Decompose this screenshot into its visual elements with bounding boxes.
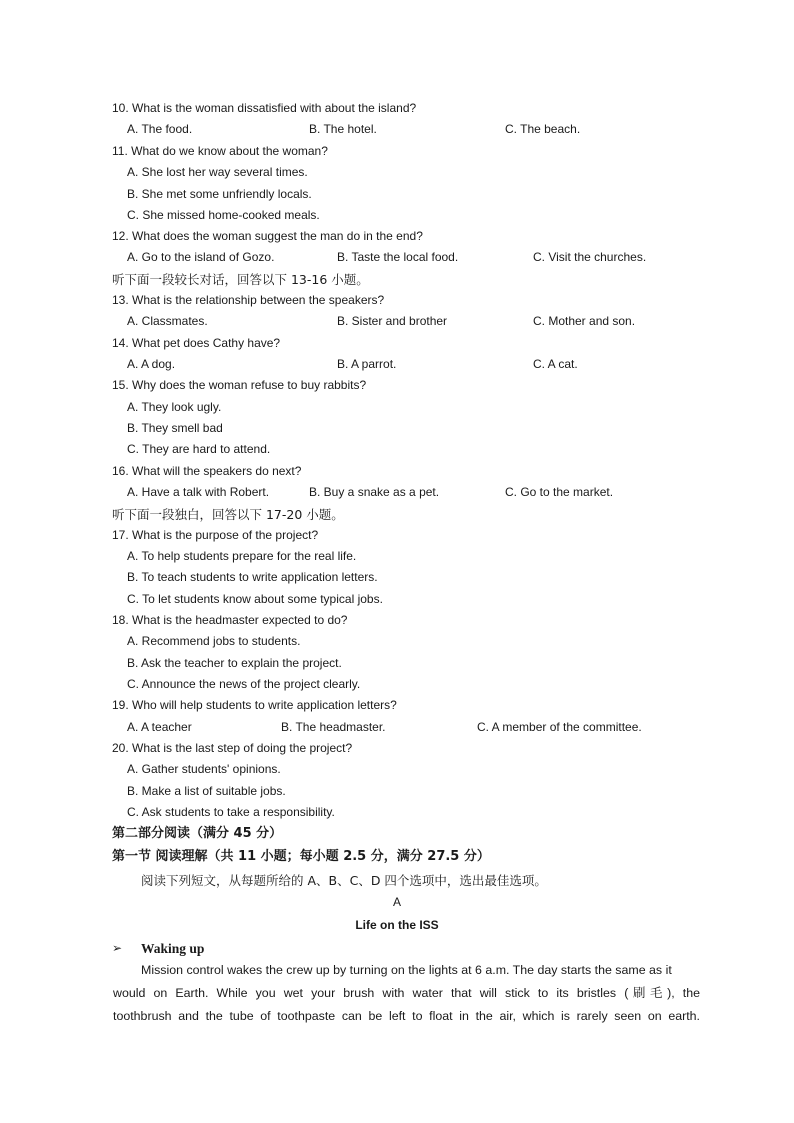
question-18: 18. What is the headmaster expected to do? xyxy=(112,613,348,627)
q18-option-c: C. Announce the news of the project clearly. xyxy=(127,677,361,691)
question-20: 20. What is the last step of doing the project? xyxy=(112,741,353,755)
q17-option-b: B. To teach students to write application letters. xyxy=(127,570,378,584)
q10-option-c: C. The beach. xyxy=(505,122,581,136)
q16-option-b: B. Buy a snake as a pet. xyxy=(309,485,440,499)
q15-option-b: B. They smell bad xyxy=(127,421,223,435)
q16-option-c: C. Go to the market. xyxy=(505,485,614,499)
q17-option-c: C. To let students know about some typical jobs. xyxy=(127,592,383,606)
q13-option-b: B. Sister and brother xyxy=(337,314,448,328)
q13-option-a: A. Classmates. xyxy=(127,314,208,328)
reading-direction: 阅读下列短文，从每题所给的 A、B、C、D 四个选项中，选出最佳选项。 xyxy=(141,873,547,888)
q11-option-c: C. She missed home-cooked meals. xyxy=(127,208,320,222)
q20-option-b: B. Make a list of suitable jobs. xyxy=(127,784,286,798)
bullet-arrow-icon: ➢ xyxy=(112,941,123,955)
q18-option-a: A. Recommend jobs to students. xyxy=(127,634,301,648)
question-19: 19. Who will help students to write application letters? xyxy=(112,698,397,712)
q11-option-b: B. She met some unfriendly locals. xyxy=(127,187,312,201)
q19-option-c: C. A member of the committee. xyxy=(477,720,642,734)
q19-option-a: A. A teacher xyxy=(127,720,192,734)
section1-heading: 第一节 阅读理解（共 11 小题；每小题 2.5 分，满分 27.5 分） xyxy=(112,849,490,864)
q18-option-b: B. Ask the teacher to explain the project. xyxy=(127,656,342,670)
passage-letter: A xyxy=(392,895,401,909)
q12-option-b: B. Taste the local food. xyxy=(337,250,459,264)
q10-option-a: A. The food. xyxy=(127,122,193,136)
q15-option-a: A. They look ugly. xyxy=(127,400,222,414)
question-16: 16. What will the speakers do next? xyxy=(112,464,302,478)
q12-option-c: C. Visit the churches. xyxy=(533,250,647,264)
question-11: 11. What do we know about the woman? xyxy=(112,144,328,158)
question-17: 17. What is the purpose of the project? xyxy=(112,528,319,542)
question-10: 10. What is the woman dissatisfied with about the island? xyxy=(112,101,417,115)
q16-option-a: A. Have a talk with Robert. xyxy=(127,485,270,499)
paragraph-line-1: Mission control wakes the crew up by turning on the lights at 6 a.m. The day starts the same as it xyxy=(141,963,672,977)
q13-option-c: C. Mother and son. xyxy=(533,314,636,328)
part2-heading: 第二部分阅读（满分 45 分） xyxy=(112,826,283,841)
instruction-17-20: 听下面一段独白，回答以下 17-20 小题。 xyxy=(112,507,344,522)
paragraph-line-3: toothbrush and the tube of toothpaste can be left to float in the air, which is rarely seen on earth. xyxy=(113,1009,700,1023)
q20-option-a: A. Gather students' opinions. xyxy=(127,762,281,776)
question-12: 12. What does the woman suggest the man do in the end? xyxy=(112,229,423,243)
passage-title: Life on the ISS xyxy=(355,918,439,932)
question-14: 14. What pet does Cathy have? xyxy=(112,336,281,350)
question-13: 13. What is the relationship between the speakers? xyxy=(112,293,385,307)
passage-paragraph xyxy=(113,959,700,1028)
q14-option-b: B. A parrot. xyxy=(337,357,397,371)
instruction-13-16: 听下面一段较长对话，回答以下 13-16 小题。 xyxy=(112,272,369,287)
q12-option-a: A. Go to the island of Gozo. xyxy=(127,250,275,264)
question-15: 15. Why does the woman refuse to buy rabbits? xyxy=(112,378,367,392)
paragraph-line-2: would on Earth. While you wet your brush with water that will stick to its bristles (刷毛), the xyxy=(113,986,700,1000)
q14-option-a: A. A dog. xyxy=(127,357,176,371)
q20-option-c: C. Ask students to take a responsibility. xyxy=(127,805,335,819)
q14-option-c: C. A cat. xyxy=(533,357,578,371)
q15-option-c: C. They are hard to attend. xyxy=(127,442,271,456)
subheading-waking-up: Waking up xyxy=(141,941,205,956)
q19-option-b: B. The headmaster. xyxy=(281,720,386,734)
q11-option-a: A. She lost her way several times. xyxy=(127,165,308,179)
q17-option-a: A. To help students prepare for the real life. xyxy=(127,549,357,563)
q10-option-b: B. The hotel. xyxy=(309,122,377,136)
